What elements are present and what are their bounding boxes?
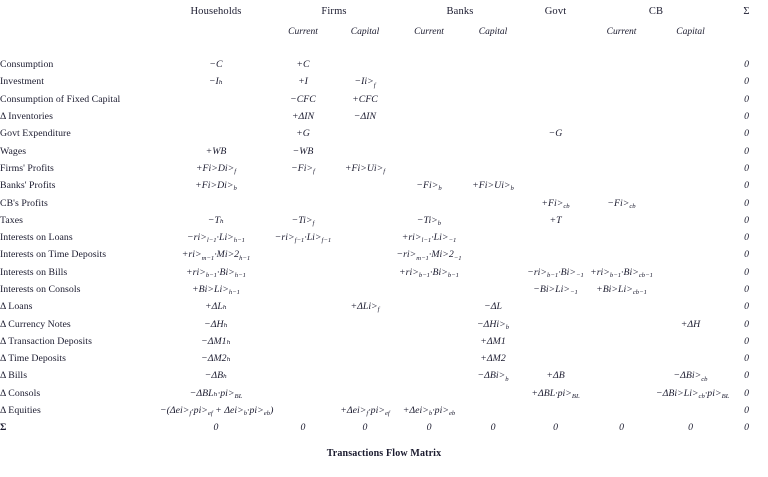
cell-interests-on-loans-banks-current: $+ri>_{l-1}\cdot Li>_{-1}$ bbox=[401, 232, 457, 245]
cell-delta-transaction-deposits-govt bbox=[524, 333, 587, 350]
header-cb: CB bbox=[648, 5, 664, 17]
cell-firms-profits-banks-current bbox=[396, 160, 462, 177]
header-banks: Banks bbox=[446, 5, 474, 17]
cell-banks-profits-firms-capital bbox=[334, 177, 396, 194]
table-row bbox=[0, 160, 768, 177]
cell-interests-on-loans-households: $-ri>_{l-1}\cdot Li>_{h-1}$ bbox=[187, 232, 245, 245]
cell-sigma-total-banks-current: 0 bbox=[426, 422, 432, 434]
cell-cb-profits-cb-capital bbox=[656, 194, 725, 211]
cell-investment-firms-capital: $-Ii>_f$ bbox=[354, 76, 376, 89]
cell-govt-expenditure-govt: −G bbox=[548, 128, 563, 140]
table-row bbox=[0, 229, 768, 246]
cell-consumption-of-fixed-capital-banks-capital bbox=[462, 91, 524, 108]
cell-sigma-total-govt: 0 bbox=[553, 422, 558, 434]
cell-interests-on-consols-govt: $-Bi>Li>_{-1}$ bbox=[533, 284, 578, 297]
subheader-banks-current: Current bbox=[414, 27, 444, 37]
cell-investment-banks-capital bbox=[462, 73, 524, 90]
cell-interests-on-bills-households: $+ri>_{b-1}\cdot Bi>_{h-1}$ bbox=[186, 266, 246, 279]
row-label-banks-profits: Banks' Profits bbox=[0, 180, 56, 192]
cell-consumption-cb-current bbox=[587, 56, 656, 73]
cell-delta-inventories-sum: 0 bbox=[744, 111, 749, 123]
table-row bbox=[0, 264, 768, 281]
cell-consumption-banks-capital bbox=[462, 56, 524, 73]
cell-delta-consols-cb-capital: $-\Delta Bi>Li>_{cb}\cdot pi>_{BL}$ bbox=[656, 387, 730, 400]
cell-investment-cb-capital bbox=[656, 73, 725, 90]
cell-delta-loans-banks-capital: −ΔL bbox=[484, 301, 502, 313]
row-label-delta-currency-notes: Δ Currency Notes bbox=[0, 318, 71, 330]
cell-interests-on-loans-firms-current: $-ri>_{f-1}\cdot Li>_{f-1}$ bbox=[274, 232, 332, 245]
cell-delta-inventories-banks-capital bbox=[462, 108, 524, 125]
table-row bbox=[0, 194, 768, 211]
cell-consumption-households: −C bbox=[209, 59, 223, 71]
cell-delta-loans-households: +ΔLₕ bbox=[204, 301, 228, 313]
row-label-cb-profits: CB's Profits bbox=[0, 197, 48, 209]
cell-taxes-banks-current: $-Ti>_b$ bbox=[416, 214, 442, 227]
cell-consumption-govt bbox=[524, 56, 587, 73]
cell-delta-consols-cb-current bbox=[587, 385, 656, 402]
row-label-delta-equities: Δ Equities bbox=[0, 405, 41, 417]
header-spacer-cell bbox=[0, 42, 768, 56]
cell-govt-expenditure-firms-capital bbox=[334, 125, 396, 142]
cell-investment-households: −Iₕ bbox=[208, 76, 224, 88]
cell-banks-profits-firms-current bbox=[272, 177, 334, 194]
header-sigma: Σ bbox=[743, 5, 750, 17]
cell-delta-currency-notes-banks-current bbox=[396, 315, 462, 332]
cell-cb-profits-firms-capital bbox=[334, 194, 396, 211]
cell-investment-firms-current: +I bbox=[298, 76, 308, 88]
cell-interests-on-consols-cb-capital bbox=[656, 281, 725, 298]
table-row bbox=[0, 350, 768, 367]
cell-delta-transaction-deposits-banks-current bbox=[396, 333, 462, 350]
row-label-consumption-of-fixed-capital: Consumption of Fixed Capital bbox=[0, 93, 121, 105]
header-row-sectors bbox=[0, 0, 768, 22]
cell-interests-on-bills-banks-current: $+ri>_{b-1}\cdot Bi>_{b-1}$ bbox=[399, 266, 459, 279]
cell-taxes-firms-current: $-Ti>_f$ bbox=[291, 214, 315, 227]
cell-delta-equities-households: $-(\Delta ei>_f\cdot pi>_{ef} + \Delta ei>_b\cdot pi>_{eb})$ bbox=[160, 405, 274, 418]
table-row bbox=[0, 402, 768, 419]
cell-sigma-total-banks-capital: 0 bbox=[490, 422, 496, 434]
cell-wages-banks-capital bbox=[462, 142, 524, 159]
cell-delta-bills-firms-current bbox=[272, 367, 334, 384]
cell-consumption-of-fixed-capital-cb-current bbox=[587, 91, 656, 108]
cell-delta-time-deposits-govt bbox=[524, 350, 587, 367]
cell-delta-transaction-deposits-banks-capital: +ΔM1 bbox=[480, 335, 506, 347]
cell-interests-on-loans-govt bbox=[524, 229, 587, 246]
cell-interests-on-loans-firms-capital bbox=[334, 229, 396, 246]
cell-delta-equities-banks-current: $+\Delta ei>_b\cdot pi>_{eb}$ bbox=[402, 405, 456, 418]
table-row bbox=[0, 73, 768, 90]
cell-firms-profits-banks-capital bbox=[462, 160, 524, 177]
table-row bbox=[0, 212, 768, 229]
cell-wages-households: +WB bbox=[205, 145, 227, 157]
cell-banks-profits-govt bbox=[524, 177, 587, 194]
cell-taxes-cb-capital bbox=[656, 212, 725, 229]
cell-delta-loans-govt bbox=[524, 298, 587, 315]
row-label-delta-bills: Δ Bills bbox=[0, 370, 28, 382]
cell-interests-on-consols-banks-current bbox=[396, 281, 462, 298]
cell-interests-on-time-deposits-cb-current bbox=[587, 246, 656, 263]
cell-interests-on-bills-firms-capital bbox=[334, 264, 396, 281]
cell-delta-time-deposits-banks-current bbox=[396, 350, 462, 367]
cell-sigma-total-firms-current: 0 bbox=[300, 422, 306, 434]
cell-interests-on-time-deposits-households: $+ri>_{m-1}\cdot Mi>2_{h-1}$ bbox=[181, 249, 251, 262]
row-label-delta-inventories: Δ Inventories bbox=[0, 111, 53, 123]
cell-banks-profits-banks-current: $-Fi>_b$ bbox=[416, 180, 442, 193]
cell-interests-on-bills-banks-capital bbox=[462, 264, 524, 281]
cell-banks-profits-banks-capital: $+Fi>Ui>_b$ bbox=[472, 180, 514, 193]
cell-investment-banks-current bbox=[396, 73, 462, 90]
cell-delta-equities-firms-capital: $+\Delta ei>_f\cdot pi>_{ef}$ bbox=[340, 405, 390, 418]
cell-banks-profits-cb-current bbox=[587, 177, 656, 194]
cell-delta-inventories-firms-current: +ΔIN bbox=[291, 111, 315, 123]
cell-interests-on-time-deposits-govt bbox=[524, 246, 587, 263]
table-row bbox=[0, 367, 768, 384]
cell-delta-time-deposits-cb-capital bbox=[656, 350, 725, 367]
cell-delta-currency-notes-firms-capital bbox=[334, 315, 396, 332]
table-row bbox=[0, 419, 768, 436]
cell-banks-profits-sum: 0 bbox=[744, 180, 749, 192]
cell-delta-bills-cb-current bbox=[587, 367, 656, 384]
cell-investment-cb-current bbox=[587, 73, 656, 90]
cell-delta-equities-sum: 0 bbox=[744, 405, 749, 417]
cell-delta-bills-firms-capital bbox=[334, 367, 396, 384]
row-label-consumption: Consumption bbox=[0, 59, 54, 71]
cell-wages-banks-current bbox=[396, 142, 462, 159]
cell-govt-expenditure-households bbox=[160, 125, 272, 142]
cell-investment-govt bbox=[524, 73, 587, 90]
cell-interests-on-consols-cb-current: $+Bi>Li>_{cb-1}$ bbox=[596, 284, 647, 297]
cell-delta-inventories-cb-capital bbox=[656, 108, 725, 125]
cell-delta-bills-households: −ΔBₕ bbox=[204, 370, 228, 382]
cell-delta-consols-banks-current bbox=[396, 385, 462, 402]
row-label-interests-on-time-deposits: Interests on Time Deposits bbox=[0, 249, 107, 261]
subheader-firms-capital: Capital bbox=[350, 27, 380, 37]
cell-delta-bills-banks-capital: $-\Delta Bi>_b$ bbox=[477, 370, 509, 383]
cell-delta-inventories-cb-current bbox=[587, 108, 656, 125]
row-label-interests-on-bills: Interests on Bills bbox=[0, 266, 68, 278]
cell-delta-time-deposits-sum: 0 bbox=[744, 353, 749, 365]
cell-cb-profits-cb-current: $-Fi>_{cb}$ bbox=[607, 197, 636, 210]
cell-delta-loans-cb-capital bbox=[656, 298, 725, 315]
cell-consumption-of-fixed-capital-banks-current bbox=[396, 91, 462, 108]
cell-sigma-total-firms-capital: 0 bbox=[362, 422, 368, 434]
cell-delta-consols-banks-capital bbox=[462, 385, 524, 402]
cell-delta-equities-banks-capital bbox=[462, 402, 524, 419]
cell-cb-profits-sum: 0 bbox=[744, 197, 749, 209]
cell-delta-transaction-deposits-cb-current bbox=[587, 333, 656, 350]
table-row bbox=[0, 246, 768, 263]
cell-delta-inventories-firms-capital: −ΔIN bbox=[353, 111, 377, 123]
cell-interests-on-loans-cb-capital bbox=[656, 229, 725, 246]
cell-delta-currency-notes-govt bbox=[524, 315, 587, 332]
cell-delta-equities-cb-capital bbox=[656, 402, 725, 419]
cell-delta-inventories-households bbox=[160, 108, 272, 125]
header-firms: Firms bbox=[321, 5, 347, 17]
cell-delta-currency-notes-cb-current bbox=[587, 315, 656, 332]
cell-delta-loans-firms-capital: $+\Delta Li>_f$ bbox=[350, 301, 380, 314]
cell-firms-profits-cb-capital bbox=[656, 160, 725, 177]
cell-delta-transaction-deposits-firms-capital bbox=[334, 333, 396, 350]
table-body bbox=[0, 56, 768, 437]
header-households: Households bbox=[190, 5, 242, 17]
cell-delta-time-deposits-firms-capital bbox=[334, 350, 396, 367]
cell-delta-consols-sum: 0 bbox=[744, 387, 749, 399]
cell-delta-loans-firms-current bbox=[272, 298, 334, 315]
cell-taxes-govt: +T bbox=[549, 214, 562, 226]
cell-interests-on-consols-firms-current bbox=[272, 281, 334, 298]
table-row bbox=[0, 125, 768, 142]
table-row bbox=[0, 91, 768, 108]
table-row bbox=[0, 298, 768, 315]
cell-consumption-cb-capital bbox=[656, 56, 725, 73]
cell-interests-on-loans-banks-capital bbox=[462, 229, 524, 246]
row-label-delta-consols: Δ Consols bbox=[0, 387, 41, 399]
table-row bbox=[0, 385, 768, 402]
cell-firms-profits-firms-capital: $+Fi>Ui>_f$ bbox=[344, 162, 386, 176]
row-label-delta-loans: Δ Loans bbox=[0, 301, 33, 313]
subheader-households-blank bbox=[160, 22, 272, 42]
cell-interests-on-bills-cb-capital bbox=[656, 264, 725, 281]
cell-delta-equities-cb-current bbox=[587, 402, 656, 419]
cell-delta-loans-sum: 0 bbox=[744, 301, 749, 313]
cell-delta-currency-notes-banks-capital: $-\Delta Hi>_b$ bbox=[476, 318, 510, 331]
cell-delta-consols-firms-current bbox=[272, 385, 334, 402]
header-row-subsectors bbox=[0, 22, 768, 42]
cell-delta-consols-firms-capital bbox=[334, 385, 396, 402]
cell-delta-bills-govt: +ΔB bbox=[546, 370, 565, 382]
cell-delta-currency-notes-cb-capital: +ΔH bbox=[680, 318, 701, 330]
cell-interests-on-time-deposits-banks-current: $-ri>_{m-1}\cdot Mi>2_{-1}$ bbox=[396, 249, 462, 262]
row-label-govt-expenditure: Govt Expenditure bbox=[0, 128, 71, 140]
cell-firms-profits-households: $+Fi>Di>_f$ bbox=[195, 162, 237, 176]
cell-firms-profits-govt bbox=[524, 160, 587, 177]
cell-consumption-of-fixed-capital-govt bbox=[524, 91, 587, 108]
cell-delta-time-deposits-households: −ΔM2ₕ bbox=[201, 353, 231, 365]
subheader-cb-capital: Capital bbox=[676, 27, 705, 37]
subheader-banks-capital: Capital bbox=[478, 27, 508, 37]
row-label-wages: Wages bbox=[0, 145, 27, 157]
table-row bbox=[0, 315, 768, 332]
cell-consumption-of-fixed-capital-cb-capital bbox=[656, 91, 725, 108]
cell-banks-profits-cb-capital bbox=[656, 177, 725, 194]
cell-investment-sum: 0 bbox=[744, 76, 749, 88]
table-row bbox=[0, 142, 768, 159]
cell-cb-profits-firms-current bbox=[272, 194, 334, 211]
cell-delta-time-deposits-banks-capital: +ΔM2 bbox=[480, 353, 506, 365]
cell-taxes-firms-capital bbox=[334, 212, 396, 229]
row-label-firms-profits: Firms' Profits bbox=[0, 162, 54, 174]
cell-delta-currency-notes-households: −ΔHₕ bbox=[204, 318, 228, 330]
cell-interests-on-bills-govt: $-ri>_{b-1}\cdot Bi>_{-1}$ bbox=[527, 266, 584, 279]
cell-govt-expenditure-sum: 0 bbox=[744, 128, 749, 140]
cell-delta-equities-govt bbox=[524, 402, 587, 419]
cell-delta-bills-banks-current bbox=[396, 367, 462, 384]
table-row bbox=[0, 281, 768, 298]
cell-interests-on-consols-firms-capital bbox=[334, 281, 396, 298]
cell-delta-loans-banks-current bbox=[396, 298, 462, 315]
table-row bbox=[0, 177, 768, 194]
table-row bbox=[0, 333, 768, 350]
cell-interests-on-consols-banks-capital bbox=[462, 281, 524, 298]
cell-cb-profits-banks-capital bbox=[462, 194, 524, 211]
cell-interests-on-bills-sum: 0 bbox=[744, 266, 749, 278]
cell-delta-equities-firms-current bbox=[272, 402, 334, 419]
subheader-sigma-blank bbox=[725, 22, 768, 42]
cell-sigma-total-households: 0 bbox=[213, 422, 219, 434]
header-govt: Govt bbox=[544, 5, 567, 17]
cell-delta-transaction-deposits-cb-capital bbox=[656, 333, 725, 350]
cell-firms-profits-firms-current: $-Fi>_f$ bbox=[291, 162, 315, 176]
row-label-taxes: Taxes bbox=[0, 214, 23, 226]
cell-interests-on-time-deposits-firms-current bbox=[272, 246, 334, 263]
cell-cb-profits-households bbox=[160, 194, 272, 211]
subheader-blank-label bbox=[0, 22, 160, 42]
cell-interests-on-loans-cb-current bbox=[587, 229, 656, 246]
cell-delta-time-deposits-cb-current bbox=[587, 350, 656, 367]
cell-interests-on-time-deposits-sum: 0 bbox=[744, 249, 749, 261]
cell-taxes-cb-current bbox=[587, 212, 656, 229]
cell-consumption-of-fixed-capital-firms-capital: +CFC bbox=[352, 93, 378, 105]
table-row bbox=[0, 56, 768, 73]
subheader-firms-current: Current bbox=[288, 27, 318, 37]
cell-interests-on-bills-firms-current bbox=[272, 264, 334, 281]
cell-sigma-total-sum: 0 bbox=[744, 422, 749, 434]
cell-consumption-banks-current bbox=[396, 56, 462, 73]
cell-govt-expenditure-banks-capital bbox=[462, 125, 524, 142]
cell-govt-expenditure-cb-current bbox=[587, 125, 656, 142]
cell-interests-on-time-deposits-cb-capital bbox=[656, 246, 725, 263]
cell-interests-on-loans-sum: 0 bbox=[744, 232, 749, 244]
cell-govt-expenditure-banks-current bbox=[396, 125, 462, 142]
cell-delta-consols-households: $-\Delta BL_h\cdot pi>_{BL}$ bbox=[189, 387, 243, 400]
cell-interests-on-consols-sum: 0 bbox=[744, 284, 749, 295]
subheader-govt-blank bbox=[524, 22, 587, 42]
cell-sigma-total-cb-current: 0 bbox=[619, 422, 624, 434]
cell-interests-on-consols-households: $+Bi>Li>_{h-1}$ bbox=[192, 284, 240, 297]
cell-delta-transaction-deposits-households: −ΔM1ₕ bbox=[201, 335, 231, 347]
cell-delta-bills-sum: 0 bbox=[744, 370, 749, 382]
subheader-cb-current: Current bbox=[606, 27, 637, 37]
header-spacer-row bbox=[0, 42, 768, 56]
row-label-investment: Investment bbox=[0, 76, 45, 88]
cell-taxes-banks-capital bbox=[462, 212, 524, 229]
row-label-interests-on-loans: Interests on Loans bbox=[0, 232, 73, 244]
cell-delta-currency-notes-sum: 0 bbox=[744, 318, 749, 330]
cell-delta-bills-cb-capital: $-\Delta Bi>_{cb}$ bbox=[673, 370, 708, 383]
row-label-delta-transaction-deposits: Δ Transaction Deposits bbox=[0, 335, 92, 347]
row-label-sigma-total: Σ bbox=[0, 422, 7, 434]
cell-delta-inventories-govt bbox=[524, 108, 587, 125]
cell-banks-profits-households: $+Fi>Di>_b$ bbox=[195, 180, 237, 193]
cell-interests-on-time-deposits-firms-capital bbox=[334, 246, 396, 263]
cell-consumption-firms-capital bbox=[334, 56, 396, 73]
cell-consumption-of-fixed-capital-households bbox=[160, 91, 272, 108]
header-row-label-blank bbox=[0, 0, 160, 22]
cell-interests-on-bills-cb-current: $+ri>_{b-1}\cdot Bi>_{cb-1}$ bbox=[590, 266, 653, 279]
cell-govt-expenditure-firms-current: +G bbox=[296, 128, 310, 140]
cell-consumption-of-fixed-capital-firms-current: −CFC bbox=[290, 93, 316, 105]
cell-sigma-total-cb-capital: 0 bbox=[688, 422, 693, 434]
cell-taxes-households: −Tₕ bbox=[207, 214, 225, 226]
cell-delta-transaction-deposits-sum: 0 bbox=[744, 335, 749, 347]
cell-wages-firms-capital bbox=[334, 142, 396, 159]
cell-delta-currency-notes-firms-current bbox=[272, 315, 334, 332]
cell-wages-firms-current: −WB bbox=[292, 145, 314, 157]
cell-wages-govt bbox=[524, 142, 587, 159]
cell-wages-cb-capital bbox=[656, 142, 725, 159]
cell-taxes-sum: 0 bbox=[744, 214, 749, 226]
cell-interests-on-time-deposits-banks-capital bbox=[462, 246, 524, 263]
cell-cb-profits-banks-current bbox=[396, 194, 462, 211]
row-label-delta-time-deposits: Δ Time Deposits bbox=[0, 353, 67, 365]
table-caption: Transactions Flow Matrix bbox=[326, 448, 442, 459]
cell-wages-sum: 0 bbox=[744, 145, 749, 157]
cell-delta-time-deposits-firms-current bbox=[272, 350, 334, 367]
table-row bbox=[0, 108, 768, 125]
cell-delta-consols-govt: $+\Delta BL\cdot pi>_{BL}$ bbox=[531, 387, 580, 400]
cell-cb-profits-govt: $+Fi>_{cb}$ bbox=[541, 197, 570, 210]
cell-delta-inventories-banks-current bbox=[396, 108, 462, 125]
cell-delta-transaction-deposits-firms-current bbox=[272, 333, 334, 350]
cell-govt-expenditure-cb-capital bbox=[656, 125, 725, 142]
cell-wages-cb-current bbox=[587, 142, 656, 159]
cell-delta-loans-cb-current bbox=[587, 298, 656, 315]
cell-consumption-firms-current: +C bbox=[296, 59, 310, 71]
cell-firms-profits-sum: 0 bbox=[744, 162, 749, 174]
row-label-interests-on-consols: Interests on Consols bbox=[0, 284, 81, 295]
cell-consumption-of-fixed-capital-sum: 0 bbox=[744, 93, 749, 105]
cell-consumption-sum: 0 bbox=[744, 59, 749, 71]
table-header bbox=[0, 0, 768, 56]
cell-firms-profits-cb-current bbox=[587, 160, 656, 177]
